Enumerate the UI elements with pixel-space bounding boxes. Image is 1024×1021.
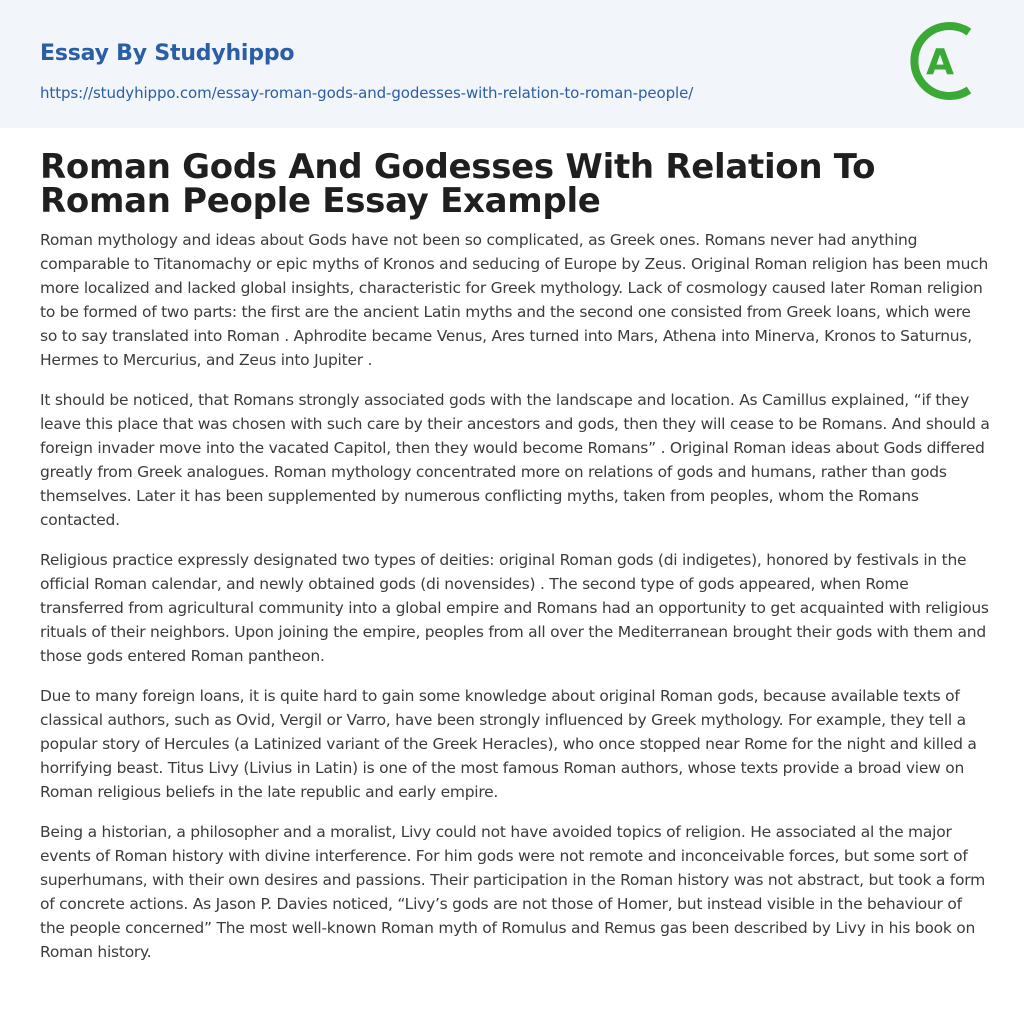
article-url-link[interactable]: https://studyhippo.com/essay-roman-gods-and-godesses-with-relation-to-roman-people/ xyxy=(40,84,694,102)
site-brand[interactable]: Essay By Studyhippo xyxy=(40,41,295,66)
paragraph: Being a historian, a philosopher and a moralist, Livy could not have avoided topics of religion. He associated al the major events of Roman history with divine interference. For him gods were not remote and inconceivable forces, but some sort of superhumans, with their own desires and passions. Their participation in the Roman history was not abstract, but took a form of concrete actions. As Jason P. Davies noticed, “Livy’s gods are not those of Homer, but instead visible in the behaviour of the people concerned” The most well-known Roman myth of Romulus and Remus gas been described by Livy in his book on Roman history. xyxy=(40,823,985,961)
article-body xyxy=(40,228,990,980)
article-title: Roman Gods And Godesses With Relation To Roman People Essay Example xyxy=(40,147,876,221)
paragraph: Roman mythology and ideas about Gods have not been so complicated, as Greek ones. Romans never had anything comparable to Titanomachy or epic myths of Kronos and seducing of Europe by Zeus. Original Roman religion has been much more localized and lacked global insights, characteristic for Greek mythology. Lack of cosmology caused later Roman religion to be formed of two parts: the first are the ancient Latin myths and the second one consisted from Greek loans, which were so to say translated into Roman . Aphrodite became Venus, Ares turned into Mars, Athena into Minerva, Kronos to Saturnus, Hermes to Mercurius, and Zeus into Jupiter . xyxy=(40,231,989,369)
paragraph: It should be noticed, that Romans strongly associated gods with the landscape and location. As Camillus explained, “if they leave this place that was chosen with such care by their ancestors and gods, then they will cease to be Romans. And should a foreign invader move into the vacated Capitol, then they would become Romans” . Original Roman ideas about Gods differed greatly from Greek analogues. Roman mythology concentrated more on relations of gods and humans, rather than gods themselves. Later it has been supplemented by numerous conflicting myths, taken from peoples, whom the Romans contacted. xyxy=(40,391,990,529)
logo-letter: A xyxy=(926,42,954,83)
paragraph: Religious practice expressly designated two types of deities: original Roman gods (di indigetes), honored by festivals in the official Roman calendar, and newly obtained gods (di novensides) . The second type of gods appeared, when Rome transferred from agricultural community into a global empire and Romans had an opportunity to get acquainted with religious rituals of their neighbors. Upon joining the empire, peoples from all over the Mediterranean brought their gods with them and those gods entered Roman pantheon. xyxy=(40,551,989,665)
paragraph: Due to many foreign loans, it is quite hard to gain some knowledge about original Roman gods, because available texts of classical authors, such as Ovid, Vergil or Varro, have been strongly influenced by Greek mythology. For example, they tell a popular story of Hercules (a Latinized variant of the Greek Heracles), who once stopped near Rome for the night and killed a horrifying beast. Titus Livy (Livius in Latin) is one of the most famous Roman authors, whose texts provide a broad view on Roman religious beliefs in the late republic and early empire. xyxy=(40,687,977,801)
